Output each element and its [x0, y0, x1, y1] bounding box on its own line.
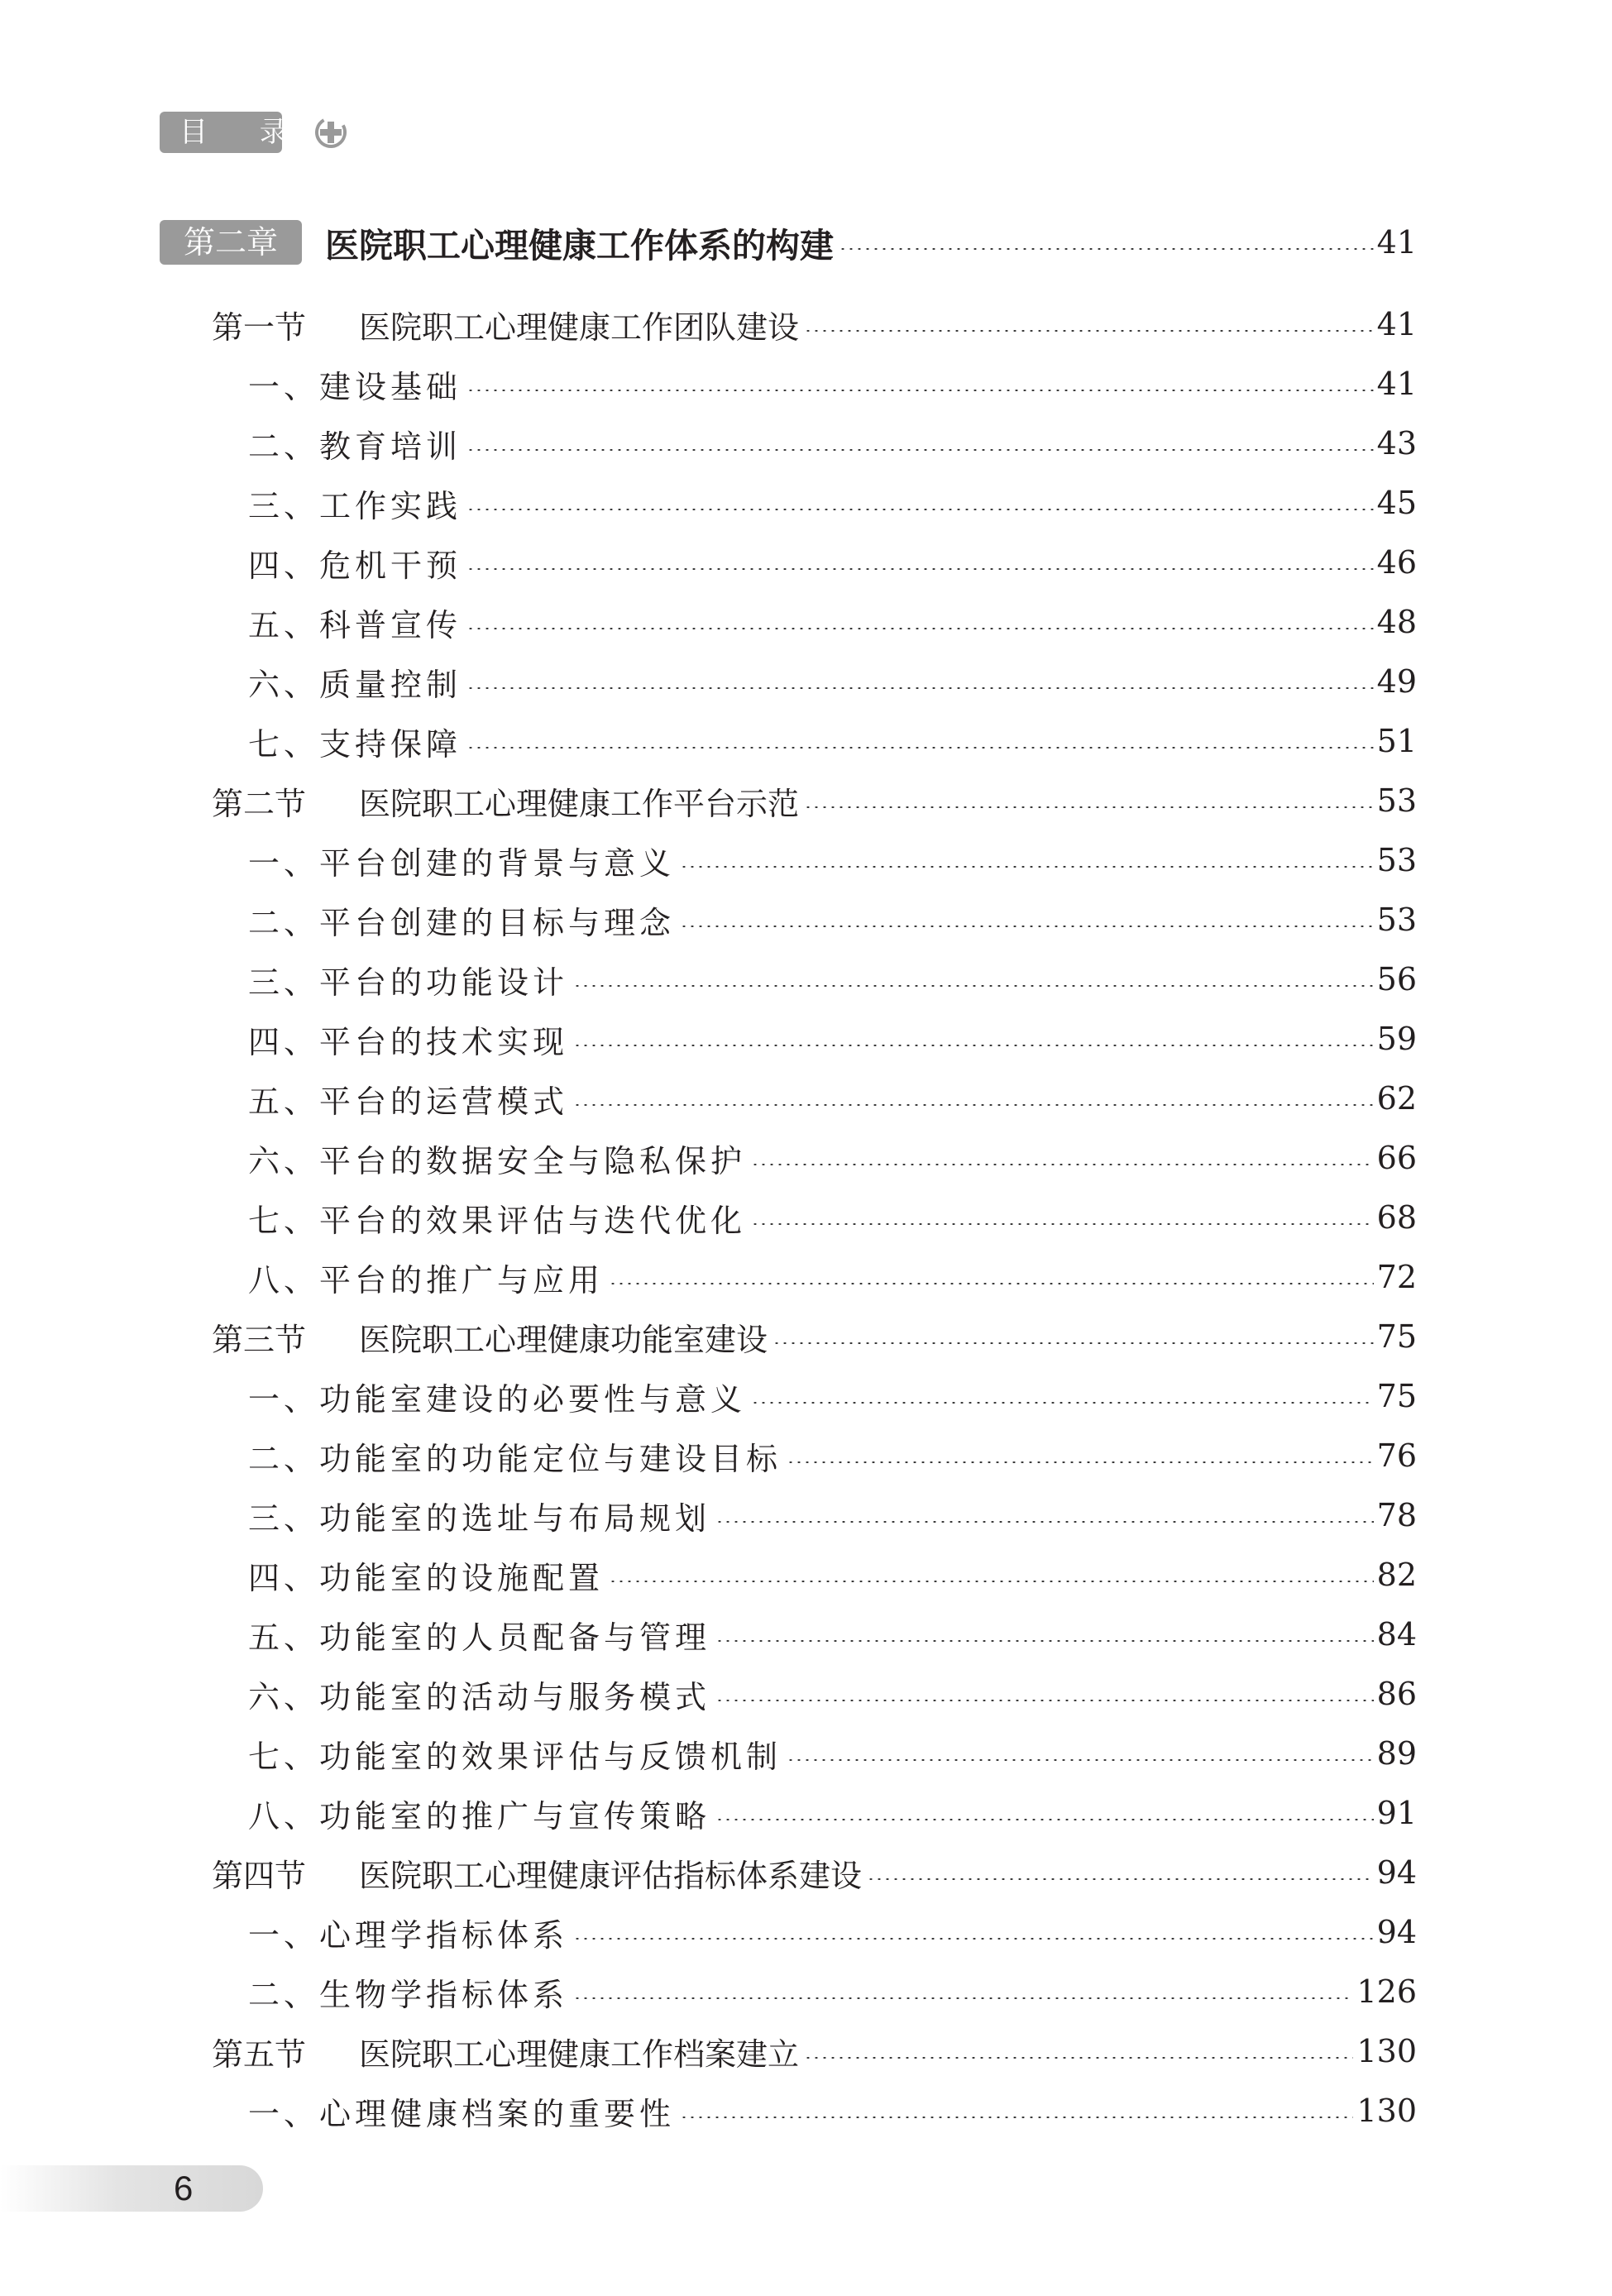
- dot-leader: [715, 1700, 1374, 1701]
- item-page-number: 82: [1376, 1557, 1417, 1593]
- item-page-number: 46: [1376, 544, 1417, 581]
- dot-leader: [466, 747, 1374, 749]
- item-page-number: 59: [1376, 1021, 1417, 1057]
- dot-leader: [573, 1938, 1374, 1940]
- toc-section-entry[interactable]: [212, 299, 1417, 349]
- toc-item-entry[interactable]: [248, 895, 1417, 945]
- item-title: 五、平台的运营模式: [248, 1083, 569, 1120]
- toc-item-entry[interactable]: [248, 359, 1417, 409]
- toc-item-entry[interactable]: [248, 538, 1417, 587]
- toc-item-entry[interactable]: [248, 419, 1417, 468]
- item-title: 八、平台的推广与应用: [248, 1261, 605, 1299]
- item-title: 一、平台创建的背景与意义: [248, 844, 676, 882]
- toc-section-entry[interactable]: [212, 1312, 1417, 1361]
- item-page-number: 43: [1376, 425, 1417, 462]
- item-title: 一、心理健康档案的重要性: [248, 2095, 676, 2132]
- dot-leader: [680, 926, 1374, 927]
- chapter-page-number: 41: [1376, 224, 1417, 261]
- item-title: 二、平台创建的目标与理念: [248, 904, 676, 941]
- item-title: 七、功能室的效果评估与反馈机制: [248, 1738, 782, 1775]
- section-number: 第四节: [212, 1857, 307, 1894]
- section-page-number: 130: [1356, 2033, 1417, 2069]
- dot-leader: [804, 330, 1374, 332]
- section-title: 医院职工心理健康工作平台示范: [359, 785, 800, 822]
- item-page-number: 53: [1376, 902, 1417, 938]
- chapter-entry: [325, 217, 1417, 268]
- item-page-number: 89: [1376, 1735, 1417, 1772]
- item-title: 四、功能室的设施配置: [248, 1559, 605, 1596]
- dot-leader: [573, 1045, 1374, 1046]
- dot-leader: [715, 1521, 1374, 1523]
- section-number: 第五节: [212, 2035, 307, 2073]
- toc-item-entry[interactable]: [248, 1550, 1417, 1600]
- toc-item-entry[interactable]: [248, 2086, 1417, 2136]
- item-page-number: 66: [1376, 1140, 1417, 1176]
- item-page-number: 45: [1376, 485, 1417, 521]
- toc-item-entry[interactable]: [248, 1669, 1417, 1719]
- item-title: 四、危机干预: [248, 547, 462, 584]
- toc-item-entry[interactable]: [248, 835, 1417, 885]
- item-title: 三、平台的功能设计: [248, 964, 569, 1001]
- item-title: 六、功能室的活动与服务模式: [248, 1678, 711, 1715]
- dot-leader: [839, 248, 1374, 250]
- toc-item-entry[interactable]: [248, 1967, 1417, 2016]
- item-title: 七、支持保障: [248, 725, 462, 763]
- item-title: 四、平台的技术实现: [248, 1023, 569, 1060]
- item-page-number: 76: [1376, 1437, 1417, 1474]
- dot-leader: [804, 2057, 1353, 2059]
- section-page-number: 53: [1376, 782, 1417, 819]
- item-page-number: 72: [1376, 1259, 1417, 1295]
- dot-leader: [573, 1104, 1374, 1106]
- chapter-number-badge: 第二章: [160, 220, 302, 265]
- toc-item-entry[interactable]: [248, 478, 1417, 528]
- page-number-tab: [0, 2165, 263, 2212]
- item-page-number: 86: [1376, 1676, 1417, 1712]
- plus-cross-icon: [313, 112, 352, 152]
- item-page-number: 48: [1376, 604, 1417, 640]
- toc-header-label: 目 录: [160, 112, 282, 153]
- section-page-number: 75: [1376, 1318, 1417, 1355]
- dot-leader: [573, 1997, 1353, 1999]
- item-title: 六、质量控制: [248, 666, 462, 703]
- dot-leader: [609, 1581, 1374, 1582]
- item-page-number: 56: [1376, 961, 1417, 997]
- dot-leader: [680, 866, 1374, 868]
- section-page-number: 41: [1376, 306, 1417, 342]
- item-page-number: 51: [1376, 723, 1417, 759]
- dot-leader: [751, 1164, 1374, 1165]
- item-page-number: 75: [1376, 1378, 1417, 1414]
- item-title: 五、功能室的人员配备与管理: [248, 1619, 711, 1656]
- section-page-number: 94: [1376, 1854, 1417, 1891]
- toc-item-entry[interactable]: [248, 716, 1417, 766]
- item-page-number: 84: [1376, 1616, 1417, 1653]
- dot-leader: [466, 390, 1374, 391]
- toc-item-entry[interactable]: [248, 1907, 1417, 1957]
- section-title: 医院职工心理健康功能室建设: [359, 1321, 768, 1358]
- page-number: 6: [174, 2169, 194, 2208]
- item-page-number: 78: [1376, 1497, 1417, 1533]
- toc-item-entry[interactable]: [248, 1431, 1417, 1480]
- item-title: 三、功能室的选址与布局规划: [248, 1500, 711, 1537]
- toc-item-entry[interactable]: [248, 1788, 1417, 1838]
- dot-leader: [466, 449, 1374, 451]
- dot-leader: [787, 1461, 1374, 1463]
- item-title: 二、教育培训: [248, 428, 462, 465]
- dot-leader: [751, 1223, 1374, 1225]
- toc-section-entry[interactable]: [212, 1848, 1417, 1897]
- dot-leader: [715, 1640, 1374, 1642]
- dot-leader: [466, 568, 1374, 570]
- dot-leader: [773, 1342, 1374, 1344]
- section-number: 第一节: [212, 309, 307, 346]
- toc-item-entry[interactable]: [248, 954, 1417, 1004]
- toc-item-entry[interactable]: [248, 657, 1417, 706]
- chapter-heading[interactable]: [160, 217, 1417, 268]
- item-page-number: 41: [1376, 366, 1417, 402]
- item-title: 六、平台的数据安全与隐私保护: [248, 1142, 747, 1179]
- toc-section-entry[interactable]: [212, 2026, 1417, 2076]
- item-page-number: 62: [1376, 1080, 1417, 1117]
- dot-leader: [466, 628, 1374, 629]
- item-page-number: 53: [1376, 842, 1417, 878]
- section-number: 第三节: [212, 1321, 307, 1358]
- toc-item-entry[interactable]: [248, 1371, 1417, 1421]
- toc-item-entry[interactable]: [248, 1729, 1417, 1778]
- toc-item-entry[interactable]: [248, 597, 1417, 647]
- item-page-number: 91: [1376, 1795, 1417, 1831]
- item-title: 八、功能室的推广与宣传策略: [248, 1797, 711, 1834]
- dot-leader: [751, 1402, 1374, 1404]
- chapter-title: 医院职工心理健康工作体系的构建: [325, 225, 834, 265]
- dot-leader: [680, 2117, 1353, 2118]
- dot-leader: [787, 1759, 1374, 1761]
- dot-leader: [867, 1878, 1374, 1880]
- item-title: 七、平台的效果评估与迭代优化: [248, 1202, 747, 1239]
- section-title: 医院职工心理健康工作档案建立: [359, 2035, 800, 2073]
- toc-item-entry[interactable]: [248, 1074, 1417, 1123]
- dot-leader: [804, 806, 1374, 808]
- toc-item-entry[interactable]: [248, 1252, 1417, 1302]
- toc-item-entry[interactable]: [248, 1610, 1417, 1659]
- item-page-number: 130: [1356, 2093, 1417, 2129]
- item-title: 二、生物学指标体系: [248, 1976, 569, 2013]
- item-page-number: 49: [1376, 663, 1417, 700]
- section-title: 医院职工心理健康工作团队建设: [359, 309, 800, 346]
- item-title: 二、功能室的功能定位与建设目标: [248, 1440, 782, 1477]
- dot-leader: [609, 1283, 1374, 1284]
- toc-item-entry[interactable]: [248, 1490, 1417, 1540]
- dot-leader: [466, 509, 1374, 510]
- toc-item-entry[interactable]: [248, 1193, 1417, 1242]
- item-page-number: 94: [1376, 1914, 1417, 1950]
- section-title: 医院职工心理健康评估指标体系建设: [359, 1857, 863, 1894]
- dot-leader: [573, 985, 1374, 987]
- item-page-number: 126: [1356, 1973, 1417, 2010]
- item-title: 一、建设基础: [248, 368, 462, 405]
- dot-leader: [715, 1819, 1374, 1820]
- item-page-number: 68: [1376, 1199, 1417, 1236]
- item-title: 五、科普宣传: [248, 606, 462, 643]
- section-number: 第二节: [212, 785, 307, 822]
- item-title: 一、功能室建设的必要性与意义: [248, 1380, 747, 1418]
- toc-section-entry[interactable]: [212, 776, 1417, 825]
- item-title: 一、心理学指标体系: [248, 1916, 569, 1954]
- item-title: 三、工作实践: [248, 487, 462, 524]
- dot-leader: [466, 687, 1374, 689]
- toc-item-entry[interactable]: [248, 1014, 1417, 1064]
- toc-item-entry[interactable]: [248, 1133, 1417, 1183]
